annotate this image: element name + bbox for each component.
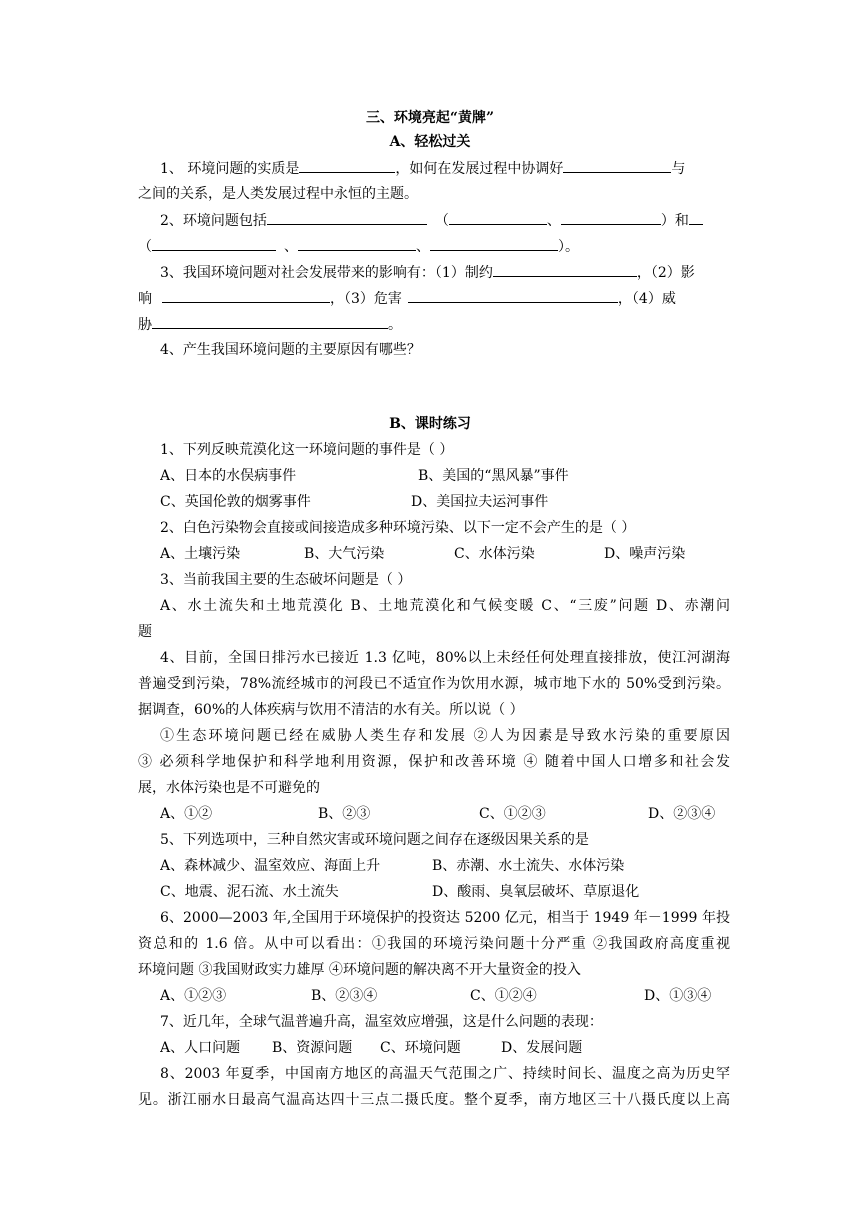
- answer-blank[interactable]: [299, 155, 395, 173]
- question-b4-line1: 4、目前，全国日排污水已接近 1.3 亿吨，80%以上未经任何处理直接排放，使江河湖海: [160, 650, 730, 666]
- answer-blank[interactable]: [430, 233, 558, 251]
- option-b7-b: B、资源问题: [272, 1040, 353, 1056]
- options-b3: A、水土流失和土地荒漠化 B、土地荒漠化和气候变暖 C、“三废”问题 D、赤潮问: [160, 598, 730, 614]
- q1-text-b: ，如何在发展过程中协调好: [395, 161, 564, 177]
- question-b7: 7、近几年，全球气温普遍升高，温室效应增强，这是什么问题的表现：: [160, 1014, 603, 1030]
- q2-text-h: ）。: [558, 239, 579, 255]
- answer-blank[interactable]: [449, 207, 547, 225]
- options-b3-cont: 题: [138, 624, 152, 640]
- question-b3: 3、当前我国主要的生态破坏问题是（ ）: [160, 572, 412, 588]
- option-b5-d: D、酸雨、臭氧层破坏、草原退化: [432, 884, 640, 900]
- option-b4-b: B、②③: [318, 806, 371, 822]
- option-b5-b: B、赤潮、水土流失、水体污染: [432, 858, 625, 874]
- q2-text-a: 2、环境问题包括: [160, 213, 267, 229]
- question-b6-line3: 环境问题 ③我国财政实力雄厚 ④环境问题的解决离不开大量资金的投入: [138, 962, 581, 978]
- option-b4-c: C、①②③: [479, 806, 546, 822]
- question-a2-line1: [160, 207, 730, 234]
- question-b4-line2: 普遍受到污染，78%流经城市的河段已不适宜作为饮用水源，城市地下水的 50%受到污染。: [138, 676, 730, 692]
- option-b1-a: A、日本的水俣病事件: [160, 468, 297, 484]
- option-b7-c: C、环境问题: [380, 1040, 461, 1056]
- question-a2-line2: [138, 233, 730, 260]
- q1-text-c: 与: [671, 161, 686, 177]
- option-b2-b: B、大气污染: [304, 546, 385, 562]
- page-title: 三、环境亮起“黄牌”: [365, 110, 495, 126]
- option-b1-b: B、美国的“黑风暴”事件: [418, 468, 569, 484]
- question-a3-line2: [138, 285, 730, 312]
- q3-text-e: ，（4）威: [617, 291, 676, 307]
- statement-b4-line1: ①生态环境问题已经在威胁人类生存和发展 ②人为因素是导致水污染的重要原因: [160, 728, 730, 744]
- option-b5-a: A、森林减少、温室效应、海面上升: [160, 858, 381, 874]
- question-b8-line2: 见。浙江丽水日最高气温高达四十三点二摄氏度。整个夏季，南方地区三十八摄氏度以上高: [138, 1092, 730, 1108]
- question-a3-line1: [160, 259, 730, 286]
- section-b-heading: B、课时练习: [389, 416, 471, 432]
- question-a4: 4、产生我国环境问题的主要原因有哪些？: [160, 342, 421, 358]
- question-b6-line2: 资总和的 1.6 倍。从中可以看出：①我国的环境污染问题十分严重 ②我国政府高度重视: [138, 936, 730, 952]
- statement-b4-line2: ③ 必须科学地保护和科学地利用资源，保护和改善环境 ④ 随着中国人口增多和社会发: [138, 754, 730, 770]
- option-b5-c: C、地震、泥石流、水土流失: [160, 884, 339, 900]
- question-a3-line3: [138, 311, 730, 338]
- q1-text-a: 1、 环境问题的实质是: [160, 161, 300, 177]
- option-b2-d: D、噪声污染: [604, 546, 686, 562]
- answer-blank[interactable]: [152, 233, 276, 251]
- statement-b4-line3: 展，水体污染也是不可避免的: [138, 780, 320, 796]
- answer-blank[interactable]: [408, 285, 618, 303]
- q2-text-b: （: [434, 213, 449, 229]
- section-a-heading: A、轻松过关: [389, 134, 471, 150]
- option-b6-c: C、①②④: [470, 988, 537, 1004]
- answer-blank[interactable]: [561, 207, 661, 225]
- q2-text-g: 、: [416, 239, 430, 255]
- q3-text-d: ，（3）危害: [330, 291, 402, 307]
- q3-text-a: 3、我国环境问题对社会发展带来的影响有：（1）制约: [160, 265, 493, 281]
- question-b2: 2、白色污染物会直接或间接造成多种环境污染、以下一定不会产生的是（ ）: [160, 520, 636, 536]
- q3-text-f: 胁: [138, 317, 152, 333]
- question-b4-line3: 据调查，60%的人体疾病与饮用不清洁的水有关。所以说（ ）: [138, 702, 524, 718]
- q3-text-g: 。: [388, 317, 402, 333]
- question-b1: 1、下列反映荒漠化这一环境问题的事件是（ ）: [160, 442, 454, 458]
- option-b2-a: A、土壤污染: [160, 546, 241, 562]
- q3-text-c: 响: [138, 291, 152, 307]
- option-b6-b: B、②③④: [311, 988, 378, 1004]
- option-b1-d: D、美国拉夫运河事件: [411, 494, 549, 510]
- question-a1-line1: [160, 155, 730, 182]
- option-b7-d: D、发展问题: [501, 1040, 583, 1056]
- q2-text-e: （: [138, 239, 152, 255]
- option-b2-c: C、水体污染: [454, 546, 535, 562]
- q2-text-d: ）和: [660, 213, 689, 229]
- answer-blank[interactable]: [162, 285, 330, 303]
- answer-blank[interactable]: [563, 155, 671, 173]
- q2-text-c: 、: [546, 213, 561, 229]
- answer-blank[interactable]: [298, 233, 416, 251]
- answer-blank[interactable]: [493, 259, 637, 277]
- answer-blank[interactable]: [152, 311, 388, 329]
- question-a1-line2: 之间的关系，是人类发展过程中永恒的主题。: [138, 186, 418, 202]
- q2-text-f: 、: [284, 239, 298, 255]
- answer-blank[interactable]: [267, 207, 427, 225]
- q3-text-b: ，（2）影: [636, 265, 695, 281]
- option-b1-c: C、英国伦敦的烟雾事件: [160, 494, 311, 510]
- question-b5: 5、下列选项中，三种自然灾害或环境问题之间存在逐级因果关系的是: [160, 832, 589, 848]
- question-b6-line1: 6、2000—2003 年,全国用于环境保护的投资达 5200 亿元，相当于 1949 年－1999 年投: [160, 910, 730, 926]
- answer-blank[interactable]: [689, 207, 703, 225]
- option-b6-d: D、①③④: [644, 988, 712, 1004]
- option-b6-a: A、①②③: [160, 988, 227, 1004]
- option-b7-a: A、人口问题: [160, 1040, 241, 1056]
- question-b8-line1: 8、2003 年夏季，中国南方地区的高温天气范围之广、持续时间长、温度之高为历史罕: [160, 1066, 730, 1082]
- option-b4-a: A、①②: [160, 806, 213, 822]
- option-b4-d: D、②③④: [648, 806, 716, 822]
